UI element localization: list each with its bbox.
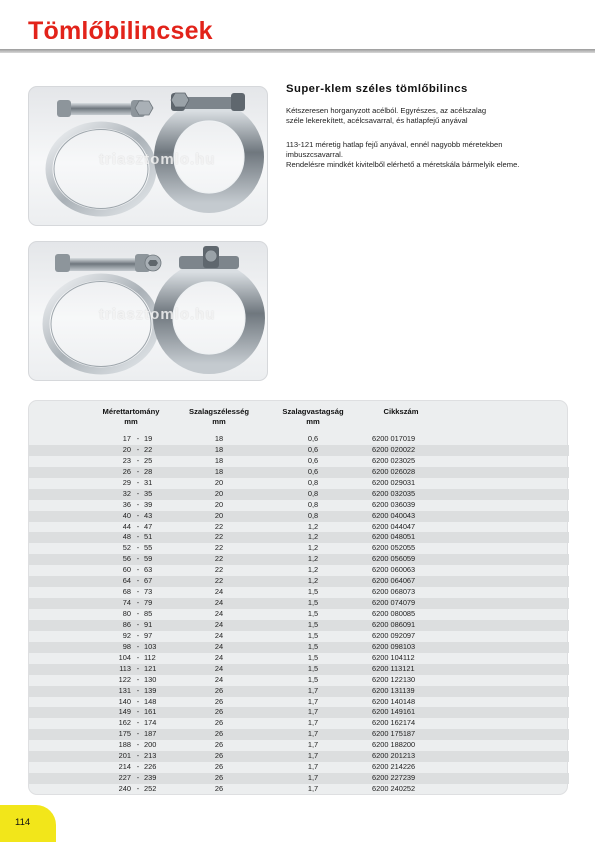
range-dash: - xyxy=(136,652,140,662)
range-to: 130 xyxy=(144,674,157,684)
range-to: 226 xyxy=(144,762,157,772)
range-from: 140 xyxy=(118,696,131,706)
band-width: 26 xyxy=(214,751,224,761)
band-thickness: 0,6 xyxy=(307,444,319,454)
header-thickness-label: Szalagvastagság xyxy=(282,407,344,416)
range-to: 213 xyxy=(144,751,157,761)
header-code xyxy=(371,407,431,417)
page-title: Tömlőbilincsek xyxy=(28,17,213,45)
range-dash: - xyxy=(136,729,140,739)
range-from: 113 xyxy=(119,663,131,673)
table-row xyxy=(29,642,569,653)
range-dash: - xyxy=(136,663,140,673)
range-from: 104 xyxy=(118,652,131,662)
range-from: 26 xyxy=(122,466,131,476)
range-dash: - xyxy=(136,565,140,575)
range-from: 98 xyxy=(122,641,131,651)
band-width: 26 xyxy=(214,773,224,783)
range-to: 63 xyxy=(144,565,153,575)
range-dash: - xyxy=(136,674,140,684)
band-width: 22 xyxy=(214,521,224,531)
range-dash: - xyxy=(136,434,140,443)
article-code: 6200 023025 xyxy=(372,455,416,465)
band-thickness: 1,7 xyxy=(307,729,319,739)
range-to: 31 xyxy=(144,477,153,487)
header-thickness xyxy=(273,407,353,427)
band-width: 26 xyxy=(214,685,224,695)
band-width: 24 xyxy=(214,619,224,629)
article-code: 6200 188200 xyxy=(372,740,416,750)
article-code: 6200 201213 xyxy=(372,751,416,761)
range-dash: - xyxy=(136,455,140,465)
table-body xyxy=(29,434,569,795)
table-row xyxy=(29,467,569,478)
watermark-2: triasztomlo.hu xyxy=(99,306,216,323)
article-code: 6200 029031 xyxy=(372,477,416,487)
range-dash: - xyxy=(136,609,140,618)
product-photo-hexnut xyxy=(28,86,268,226)
range-dash: - xyxy=(136,762,140,772)
range-to: 121 xyxy=(144,663,157,673)
article-code: 6200 032035 xyxy=(372,488,416,498)
band-width: 26 xyxy=(214,729,224,739)
range-to: 187 xyxy=(144,729,157,739)
range-to: 252 xyxy=(144,784,157,793)
header-width-unit: mm xyxy=(212,417,226,426)
range-to: 59 xyxy=(144,554,153,564)
band-thickness: 1,7 xyxy=(307,784,319,793)
product-photo-hexsocket xyxy=(28,241,268,381)
range-from: 175 xyxy=(118,729,131,739)
size-table xyxy=(28,400,568,795)
article-code: 6200 044047 xyxy=(372,521,416,531)
band-thickness: 1,5 xyxy=(307,630,319,640)
range-from: 162 xyxy=(118,718,131,728)
range-from: 201 xyxy=(118,751,131,761)
table-row xyxy=(29,522,569,533)
band-thickness: 0,6 xyxy=(307,466,319,476)
range-dash: - xyxy=(136,554,140,564)
range-dash: - xyxy=(136,707,140,717)
range-from: 227 xyxy=(118,773,131,783)
range-to: 85 xyxy=(144,609,153,618)
range-dash: - xyxy=(136,466,140,476)
band-width: 18 xyxy=(214,444,224,454)
product-description-2 xyxy=(286,140,576,170)
table-row xyxy=(29,543,569,554)
band-width: 26 xyxy=(214,784,224,793)
description-line: Rendelésre mindkét kivitelből elérhető a méretskála bármelyik eleme. xyxy=(286,160,520,169)
range-dash: - xyxy=(136,718,140,728)
range-dash: - xyxy=(136,641,140,651)
range-to: 91 xyxy=(144,619,153,629)
range-to: 51 xyxy=(144,532,153,542)
range-from: 149 xyxy=(118,707,131,717)
band-thickness: 1,2 xyxy=(307,554,319,564)
article-code: 6200 086091 xyxy=(372,619,416,629)
range-from: 17 xyxy=(122,434,131,443)
description-line: 113-121 méretig hatlap fejű anyával, ennél nagyobb méretekben xyxy=(286,140,503,149)
band-width: 26 xyxy=(214,718,224,728)
range-to: 103 xyxy=(144,641,157,651)
range-from: 52 xyxy=(122,543,131,553)
table-row xyxy=(29,620,569,631)
range-to: 73 xyxy=(144,587,153,597)
band-width: 24 xyxy=(214,609,224,618)
article-code: 6200 052055 xyxy=(372,543,416,553)
range-from: 68 xyxy=(122,587,131,597)
table-row xyxy=(29,511,569,522)
band-width: 22 xyxy=(214,565,224,575)
range-dash: - xyxy=(136,543,140,553)
range-dash: - xyxy=(136,740,140,750)
article-code: 6200 227239 xyxy=(372,773,416,783)
band-thickness: 0,8 xyxy=(307,477,319,487)
range-to: 97 xyxy=(144,630,153,640)
range-from: 74 xyxy=(122,598,131,608)
watermark-1: triasztomlo.hu xyxy=(99,151,216,168)
table-row xyxy=(29,500,569,511)
title-rule xyxy=(0,49,595,53)
band-width: 20 xyxy=(214,510,224,520)
band-width: 22 xyxy=(214,554,224,564)
range-from: 122 xyxy=(118,674,131,684)
band-thickness: 0,6 xyxy=(307,434,319,443)
band-thickness: 1,5 xyxy=(307,587,319,597)
range-dash: - xyxy=(136,630,140,640)
table-row xyxy=(29,631,569,642)
range-from: 86 xyxy=(122,619,131,629)
range-from: 64 xyxy=(122,576,131,586)
range-from: 44 xyxy=(122,521,131,531)
range-dash: - xyxy=(136,444,140,454)
range-to: 47 xyxy=(144,521,153,531)
range-to: 28 xyxy=(144,466,153,476)
description-line: Kétszeresen horganyzott acélból. Egyrészes, az acélszalag xyxy=(286,106,487,115)
band-width: 24 xyxy=(214,652,224,662)
article-code: 6200 068073 xyxy=(372,587,416,597)
band-thickness: 1,5 xyxy=(307,663,319,673)
range-dash: - xyxy=(136,685,140,695)
range-to: 43 xyxy=(144,510,153,520)
range-to: 35 xyxy=(144,488,153,498)
range-from: 80 xyxy=(122,609,131,618)
range-to: 200 xyxy=(144,740,157,750)
range-from: 36 xyxy=(122,499,131,509)
article-code: 6200 036039 xyxy=(372,499,416,509)
table-row xyxy=(29,587,569,598)
range-to: 25 xyxy=(144,455,153,465)
range-from: 40 xyxy=(122,510,131,520)
table-row xyxy=(29,707,569,718)
band-width: 24 xyxy=(214,587,224,597)
band-width: 26 xyxy=(214,740,224,750)
table-row xyxy=(29,489,569,500)
range-to: 67 xyxy=(144,576,153,586)
band-width: 20 xyxy=(214,488,224,498)
band-thickness: 1,7 xyxy=(307,762,319,772)
table-row xyxy=(29,664,569,675)
article-code: 6200 140148 xyxy=(372,696,416,706)
range-from: 56 xyxy=(122,554,131,564)
range-dash: - xyxy=(136,696,140,706)
band-width: 22 xyxy=(214,532,224,542)
band-width: 24 xyxy=(214,641,224,651)
table-row xyxy=(29,718,569,729)
table-row xyxy=(29,532,569,543)
range-from: 60 xyxy=(122,565,131,575)
article-code: 6200 060063 xyxy=(372,565,416,575)
band-thickness: 1,2 xyxy=(307,576,319,586)
band-thickness: 1,7 xyxy=(307,718,319,728)
range-to: 139 xyxy=(144,685,157,695)
product-title: Super-klem széles tömlőbilincs xyxy=(286,83,468,95)
band-width: 22 xyxy=(214,543,224,553)
range-dash: - xyxy=(136,784,140,793)
range-from: 20 xyxy=(122,444,131,454)
band-thickness: 1,5 xyxy=(307,641,319,651)
range-from: 131 xyxy=(118,685,131,695)
band-width: 26 xyxy=(214,696,224,706)
band-thickness: 1,7 xyxy=(307,751,319,761)
band-thickness: 0,8 xyxy=(307,499,319,509)
range-from: 23 xyxy=(122,455,131,465)
table-row xyxy=(29,740,569,751)
article-code: 6200 240252 xyxy=(372,784,416,793)
band-width: 20 xyxy=(214,477,224,487)
table-row xyxy=(29,598,569,609)
band-width: 18 xyxy=(214,434,224,443)
range-dash: - xyxy=(136,598,140,608)
range-dash: - xyxy=(136,587,140,597)
band-width: 20 xyxy=(214,499,224,509)
article-code: 6200 026028 xyxy=(372,466,416,476)
band-thickness: 0,6 xyxy=(307,455,319,465)
article-code: 6200 056059 xyxy=(372,554,416,564)
band-thickness: 1,7 xyxy=(307,740,319,750)
range-from: 188 xyxy=(118,740,131,750)
range-to: 22 xyxy=(144,444,153,454)
range-dash: - xyxy=(136,521,140,531)
article-code: 6200 080085 xyxy=(372,609,416,618)
band-width: 26 xyxy=(214,762,224,772)
range-dash: - xyxy=(136,510,140,520)
range-to: 161 xyxy=(144,707,157,717)
band-thickness: 1,7 xyxy=(307,685,319,695)
article-code: 6200 017019 xyxy=(372,434,416,443)
table-row xyxy=(29,456,569,467)
range-dash: - xyxy=(136,477,140,487)
header-range-unit: mm xyxy=(124,417,138,426)
header-width-label: Szalagszélesség xyxy=(189,407,249,416)
article-code: 6200 149161 xyxy=(372,707,416,717)
range-to: 39 xyxy=(144,499,153,509)
band-thickness: 1,7 xyxy=(307,773,319,783)
band-thickness: 0,8 xyxy=(307,510,319,520)
table-row xyxy=(29,784,569,795)
article-code: 6200 122130 xyxy=(372,674,416,684)
table-row xyxy=(29,751,569,762)
table-row xyxy=(29,434,569,445)
article-code: 6200 098103 xyxy=(372,641,416,651)
range-to: 239 xyxy=(144,773,157,783)
range-dash: - xyxy=(136,773,140,783)
band-width: 24 xyxy=(214,663,224,673)
range-from: 240 xyxy=(118,784,131,793)
range-dash: - xyxy=(136,751,140,761)
table-header xyxy=(29,407,569,431)
band-width: 26 xyxy=(214,707,224,717)
product-description-1 xyxy=(286,106,576,126)
header-range-label: Mérettartomány xyxy=(102,407,160,416)
article-code: 6200 040043 xyxy=(372,510,416,520)
range-to: 19 xyxy=(144,434,153,443)
range-to: 174 xyxy=(144,718,157,728)
page-number: 114 xyxy=(15,817,31,828)
article-code: 6200 104112 xyxy=(372,652,415,662)
band-thickness: 1,5 xyxy=(307,652,319,662)
band-thickness: 1,2 xyxy=(307,543,319,553)
article-code: 6200 175187 xyxy=(372,729,416,739)
range-from: 214 xyxy=(118,762,131,772)
band-width: 24 xyxy=(214,630,224,640)
range-to: 148 xyxy=(144,696,157,706)
header-thickness-unit: mm xyxy=(306,417,320,426)
description-line: imbuszcsavarral. xyxy=(286,150,343,159)
band-thickness: 1,2 xyxy=(307,565,319,575)
table-row xyxy=(29,697,569,708)
article-code: 6200 074079 xyxy=(372,598,416,608)
table-row xyxy=(29,554,569,565)
range-dash: - xyxy=(136,532,140,542)
range-to: 55 xyxy=(144,543,153,553)
range-dash: - xyxy=(136,576,140,586)
article-code: 6200 214226 xyxy=(372,762,416,772)
band-width: 24 xyxy=(214,674,224,684)
article-code: 6200 162174 xyxy=(372,718,416,728)
range-from: 48 xyxy=(122,532,131,542)
range-dash: - xyxy=(136,619,140,629)
band-thickness: 1,7 xyxy=(307,696,319,706)
table-row xyxy=(29,609,569,620)
range-dash: - xyxy=(136,488,140,498)
band-thickness: 1,5 xyxy=(307,598,319,608)
band-thickness: 1,5 xyxy=(307,609,319,618)
table-row xyxy=(29,653,569,664)
range-dash: - xyxy=(136,499,140,509)
article-code: 6200 113121 xyxy=(372,663,415,673)
band-thickness: 1,5 xyxy=(307,674,319,684)
band-width: 18 xyxy=(214,455,224,465)
header-code-label: Cikkszám xyxy=(383,407,419,416)
band-width: 18 xyxy=(214,466,224,476)
table-row xyxy=(29,565,569,576)
band-thickness: 1,2 xyxy=(307,532,319,542)
header-range xyxy=(91,407,171,427)
table-row xyxy=(29,478,569,489)
description-line: széle lekerekített, acélcsavarral, és hatlapfejű anyával xyxy=(286,116,468,125)
article-code: 6200 048051 xyxy=(372,532,416,542)
table-row xyxy=(29,686,569,697)
header-width xyxy=(179,407,259,427)
band-width: 22 xyxy=(214,576,224,586)
table-row xyxy=(29,445,569,456)
band-width: 24 xyxy=(214,598,224,608)
table-row xyxy=(29,773,569,784)
range-to: 79 xyxy=(144,598,153,608)
table-row xyxy=(29,762,569,773)
table-row xyxy=(29,675,569,686)
band-thickness: 1,5 xyxy=(307,619,319,629)
table-row xyxy=(29,576,569,587)
band-thickness: 0,8 xyxy=(307,488,319,498)
range-from: 32 xyxy=(122,488,131,498)
range-to: 112 xyxy=(144,652,156,662)
range-from: 29 xyxy=(122,477,131,487)
range-from: 92 xyxy=(122,630,131,640)
table-row xyxy=(29,729,569,740)
article-code: 6200 064067 xyxy=(372,576,416,586)
band-thickness: 1,7 xyxy=(307,707,319,717)
article-code: 6200 131139 xyxy=(372,685,415,695)
band-thickness: 1,2 xyxy=(307,521,319,531)
article-code: 6200 092097 xyxy=(372,630,416,640)
article-code: 6200 020022 xyxy=(372,444,416,454)
